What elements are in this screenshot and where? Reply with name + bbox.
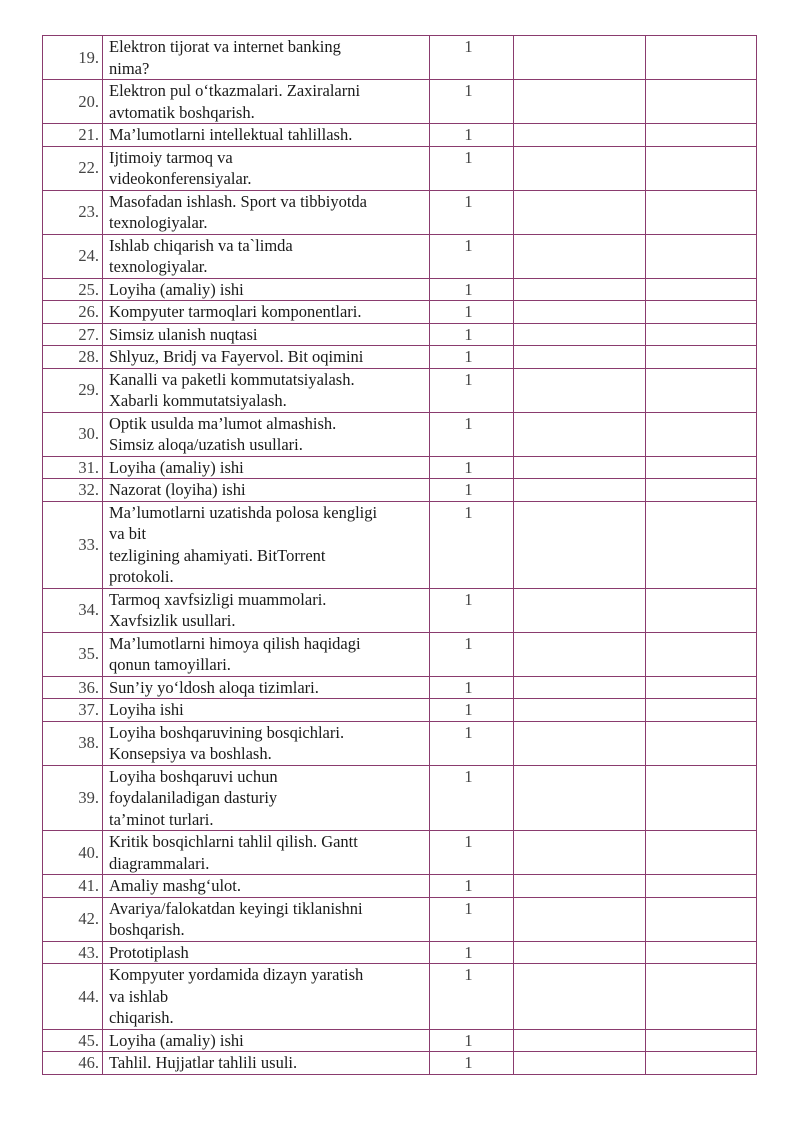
row-topic: Loyiha (amaliy) ishi [103,456,430,479]
row-empty-cell [646,278,757,301]
row-hours: 1 [430,588,514,632]
row-number: 19. [43,36,103,80]
table-row [43,301,757,324]
row-empty-cell [514,897,646,941]
row-empty-cell [646,875,757,898]
row-empty-cell [646,234,757,278]
row-empty-cell [514,1029,646,1052]
row-topic: Avariya/falokatdan keyingi tiklanishni boshqarish. [103,897,430,941]
row-empty-cell [514,588,646,632]
row-topic: Ma’lumotlarni uzatishda polosa kengligi va bit tezligining ahamiyati. BitTorrent protokoli. [103,501,430,588]
row-empty-cell [514,278,646,301]
row-hours: 1 [430,301,514,324]
row-empty-cell [646,632,757,676]
row-empty-cell [514,721,646,765]
row-empty-cell [646,456,757,479]
row-number: 26. [43,301,103,324]
row-hours: 1 [430,412,514,456]
row-empty-cell [646,831,757,875]
row-empty-cell [646,501,757,588]
row-empty-cell [514,346,646,369]
row-number: 23. [43,190,103,234]
table-row [43,190,757,234]
topics-table-body [43,36,757,1075]
row-number: 22. [43,146,103,190]
row-empty-cell [514,632,646,676]
row-hours: 1 [430,501,514,588]
table-row [43,456,757,479]
row-hours: 1 [430,831,514,875]
row-hours: 1 [430,479,514,502]
row-number: 25. [43,278,103,301]
row-empty-cell [646,721,757,765]
row-number: 40. [43,831,103,875]
table-row [43,146,757,190]
table-row [43,124,757,147]
row-topic: Shlyuz, Bridj va Fayervol. Bit oqimini [103,346,430,369]
row-topic: Loyiha boshqaruvining bosqichlari. Konsepsiya va boshlash. [103,721,430,765]
row-topic: Elektron tijorat va internet banking nima? [103,36,430,80]
row-hours: 1 [430,765,514,831]
row-empty-cell [646,346,757,369]
row-topic: Loyiha boshqaruvi uchun foydalaniladigan dasturiy ta’minot turlari. [103,765,430,831]
row-number: 43. [43,941,103,964]
row-hours: 1 [430,80,514,124]
row-topic: Elektron pul o‘tkazmalari. Zaxiralarni avtomatik boshqarish. [103,80,430,124]
row-empty-cell [514,941,646,964]
row-empty-cell [514,323,646,346]
row-topic: Kompyuter yordamida dizayn yaratish va ishlab chiqarish. [103,964,430,1030]
row-hours: 1 [430,897,514,941]
topics-table [42,35,757,1075]
row-hours: 1 [430,632,514,676]
table-row [43,80,757,124]
row-topic: Nazorat (loyiha) ishi [103,479,430,502]
table-row [43,765,757,831]
row-hours: 1 [430,699,514,722]
table-row [43,346,757,369]
row-hours: 1 [430,676,514,699]
row-empty-cell [646,1052,757,1075]
row-empty-cell [514,1052,646,1075]
row-hours: 1 [430,36,514,80]
row-number: 32. [43,479,103,502]
row-topic: Kompyuter tarmoqlari komponentlari. [103,301,430,324]
row-topic: Optik usulda ma’lumot almashish. Simsiz aloqa/uzatish usullari. [103,412,430,456]
row-number: 34. [43,588,103,632]
row-number: 37. [43,699,103,722]
row-empty-cell [646,588,757,632]
row-topic: Tahlil. Hujjatlar tahlili usuli. [103,1052,430,1075]
table-row [43,278,757,301]
row-number: 21. [43,124,103,147]
row-hours: 1 [430,941,514,964]
table-row [43,676,757,699]
row-topic: Loyiha (amaliy) ishi [103,1029,430,1052]
row-hours: 1 [430,323,514,346]
row-empty-cell [646,301,757,324]
row-hours: 1 [430,875,514,898]
row-empty-cell [646,190,757,234]
row-number: 33. [43,501,103,588]
row-empty-cell [514,501,646,588]
row-empty-cell [514,456,646,479]
row-empty-cell [646,897,757,941]
row-topic: Masofadan ishlash. Sport va tibbiyotda texnologiyalar. [103,190,430,234]
row-topic: Loyiha ishi [103,699,430,722]
row-number: 42. [43,897,103,941]
row-empty-cell [514,368,646,412]
row-topic: Ma’lumotlarni himoya qilish haqidagi qonun tamoyillari. [103,632,430,676]
row-number: 36. [43,676,103,699]
row-empty-cell [646,146,757,190]
row-number: 38. [43,721,103,765]
row-empty-cell [646,80,757,124]
table-row [43,699,757,722]
table-row [43,1052,757,1075]
row-hours: 1 [430,456,514,479]
row-empty-cell [514,301,646,324]
row-empty-cell [646,676,757,699]
row-empty-cell [646,36,757,80]
row-topic: Prototiplash [103,941,430,964]
row-number: 30. [43,412,103,456]
row-empty-cell [646,964,757,1030]
row-number: 39. [43,765,103,831]
row-number: 44. [43,964,103,1030]
row-topic: Tarmoq xavfsizligi muammolari. Xavfsizlik usullari. [103,588,430,632]
row-topic: Kanalli va paketli kommutatsiyalash. Xabarli kommutatsiyalash. [103,368,430,412]
row-hours: 1 [430,721,514,765]
table-row [43,632,757,676]
table-row [43,234,757,278]
row-hours: 1 [430,190,514,234]
row-empty-cell [514,875,646,898]
row-empty-cell [514,676,646,699]
table-row [43,964,757,1030]
row-empty-cell [514,964,646,1030]
row-empty-cell [514,80,646,124]
row-number: 35. [43,632,103,676]
row-empty-cell [646,699,757,722]
row-hours: 1 [430,964,514,1030]
table-row [43,36,757,80]
row-number: 27. [43,323,103,346]
row-empty-cell [514,124,646,147]
table-row [43,721,757,765]
row-topic: Amaliy mashg‘ulot. [103,875,430,898]
row-hours: 1 [430,1029,514,1052]
row-topic: Ishlab chiqarish va ta`limda texnologiyalar. [103,234,430,278]
row-number: 41. [43,875,103,898]
table-row [43,897,757,941]
row-empty-cell [514,699,646,722]
table-row [43,941,757,964]
table-row [43,588,757,632]
row-number: 28. [43,346,103,369]
row-number: 29. [43,368,103,412]
row-number: 24. [43,234,103,278]
row-empty-cell [646,1029,757,1052]
row-topic: Sun’iy yo‘ldosh aloqa tizimlari. [103,676,430,699]
table-row [43,831,757,875]
row-empty-cell [514,765,646,831]
table-row [43,479,757,502]
row-empty-cell [646,124,757,147]
row-empty-cell [514,234,646,278]
row-empty-cell [514,412,646,456]
row-empty-cell [646,412,757,456]
table-row [43,875,757,898]
row-empty-cell [646,765,757,831]
table-row [43,412,757,456]
row-empty-cell [646,323,757,346]
row-empty-cell [646,479,757,502]
row-hours: 1 [430,124,514,147]
row-hours: 1 [430,278,514,301]
row-number: 45. [43,1029,103,1052]
row-number: 20. [43,80,103,124]
row-empty-cell [646,941,757,964]
row-hours: 1 [430,1052,514,1075]
row-hours: 1 [430,146,514,190]
table-row [43,501,757,588]
row-empty-cell [514,190,646,234]
row-empty-cell [514,146,646,190]
row-topic: Loyiha (amaliy) ishi [103,278,430,301]
row-empty-cell [514,479,646,502]
row-number: 31. [43,456,103,479]
row-topic: Kritik bosqichlarni tahlil qilish. Gantt diagrammalari. [103,831,430,875]
row-topic: Simsiz ulanish nuqtasi [103,323,430,346]
row-hours: 1 [430,346,514,369]
row-number: 46. [43,1052,103,1075]
row-topic: Ma’lumotlarni intellektual tahlillash. [103,124,430,147]
table-row [43,1029,757,1052]
row-empty-cell [514,36,646,80]
row-topic: Ijtimoiy tarmoq va videokonferensiyalar. [103,146,430,190]
row-hours: 1 [430,368,514,412]
table-row [43,323,757,346]
row-hours: 1 [430,234,514,278]
row-empty-cell [514,831,646,875]
row-empty-cell [646,368,757,412]
table-row [43,368,757,412]
